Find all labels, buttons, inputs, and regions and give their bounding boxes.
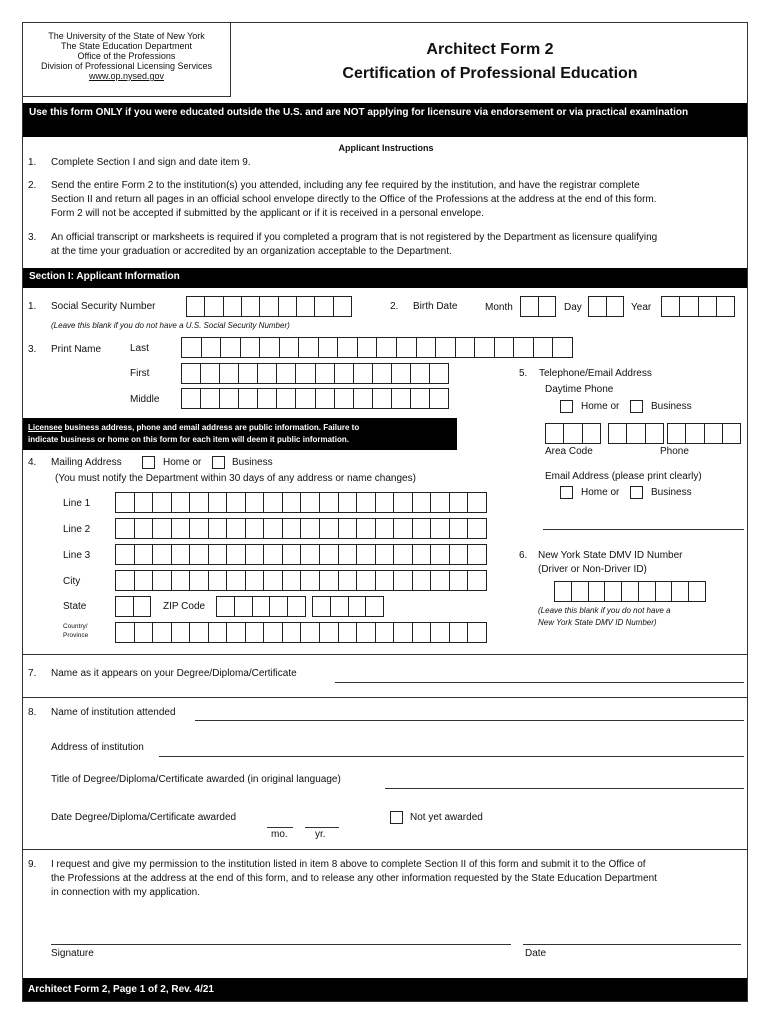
last-name-input[interactable] — [181, 337, 573, 358]
item-number: 7. — [28, 668, 37, 679]
area-code-label: Area Code — [545, 446, 593, 457]
date-label: Date — [525, 948, 547, 959]
mailing-business-label: Business — [232, 457, 273, 468]
eligibility-notice — [23, 103, 747, 137]
institution-address-input[interactable] — [159, 756, 744, 757]
phone-business-checkbox[interactable] — [630, 400, 643, 413]
degree-title-input[interactable] — [385, 788, 744, 789]
zip-plus-four-input[interactable] — [312, 596, 384, 617]
instruction-num: 3. — [28, 232, 37, 243]
country-province-input[interactable] — [115, 622, 487, 643]
divider — [23, 654, 747, 655]
instruction-text: at the time your graduation or accredited by an organization acceptable to the Department. — [51, 246, 452, 257]
middle-name-label: Middle — [130, 394, 160, 405]
degree-year-label: yr. — [315, 829, 326, 840]
address-line-2-input[interactable] — [115, 518, 487, 539]
section-1-heading — [23, 268, 747, 288]
item-number: 5. — [519, 368, 528, 379]
ssn-label: Social Security Number — [51, 301, 156, 312]
divider — [23, 697, 747, 698]
item-number: 1. — [28, 301, 37, 312]
birth-month-input[interactable] — [520, 296, 556, 317]
email-home-checkbox[interactable] — [560, 486, 573, 499]
phone-home-checkbox[interactable] — [560, 400, 573, 413]
dmv-label: New York State DMV ID Number — [538, 550, 683, 561]
degree-month-label: mo. — [271, 829, 288, 840]
not-yet-awarded-checkbox[interactable] — [390, 811, 403, 824]
area-code-input[interactable] — [545, 423, 601, 444]
print-name-label: Print Name — [51, 344, 102, 355]
instruction-text: An official transcript or marksheets is required if you completed a program that is not registered by the Department as licensure qualifying — [51, 232, 658, 243]
state-input[interactable] — [115, 596, 151, 617]
birth-day-input[interactable] — [588, 296, 624, 317]
country-label: Country/ — [63, 623, 88, 630]
institution-address-label: Address of institution — [51, 742, 144, 753]
agency-line: The State Education Department — [60, 41, 193, 51]
dmv-label: (Driver or Non-Driver ID) — [538, 564, 647, 575]
zip-code-label: ZIP Code — [163, 601, 206, 612]
degree-year-input[interactable] — [305, 827, 339, 828]
instruction-text: Send the entire Form 2 to the institution(s) you attended, including any fee required by the institution, and have the registrar complete — [51, 180, 640, 191]
email-business-checkbox[interactable] — [630, 486, 643, 499]
email-input[interactable] — [543, 529, 744, 530]
page-footer — [23, 978, 747, 1002]
ssn-input[interactable] — [186, 296, 352, 317]
first-name-input[interactable] — [181, 363, 449, 384]
not-yet-awarded-label: Not yet awarded — [410, 812, 483, 823]
agency-block — [23, 23, 231, 97]
degree-name-input[interactable] — [335, 682, 744, 683]
first-name-label: First — [130, 368, 150, 379]
birth-day-label: Day — [564, 302, 582, 313]
mailing-home-checkbox[interactable] — [142, 456, 155, 469]
institution-name-label: Name of institution attended — [51, 707, 176, 718]
agency-line: Office of the Professions — [77, 51, 176, 61]
section-1-heading-text: Section I: Applicant Information — [29, 271, 180, 282]
address-line-1-label: Line 1 — [63, 498, 91, 509]
middle-name-input[interactable] — [181, 388, 449, 409]
dmv-id-input[interactable] — [554, 581, 706, 602]
ssn-note: (Leave this blank if you do not have a U.S. Social Security Number) — [51, 321, 290, 330]
mailing-business-checkbox[interactable] — [212, 456, 225, 469]
phone-label: Phone — [660, 446, 689, 457]
mailing-home-label: Home or — [163, 457, 202, 468]
address-line-2-label: Line 2 — [63, 524, 91, 535]
instruction-text: Section II and return all pages in an official school envelope directly to the Office of the Professions at the address at the end of this form. — [51, 194, 657, 205]
instruction-text: Form 2 will not be accepted if submitted by the applicant or if it is received in a personal envelope. — [51, 208, 485, 219]
address-line-3-input[interactable] — [115, 544, 487, 565]
item-number: 6. — [519, 550, 528, 561]
permission-text: the Professions at the address at the end of this form, and to release any other information requested by the State Education Department — [51, 873, 657, 884]
telephone-email-label: Telephone/Email Address — [539, 368, 652, 379]
mailing-note: (You must notify the Department within 30 days of any address or name changes) — [55, 473, 416, 484]
agency-line: The University of the State of New York — [48, 31, 205, 41]
form-title: Architect Form 2 — [426, 41, 554, 58]
architect-form-2-page — [22, 22, 748, 1002]
city-label: City — [63, 576, 81, 587]
date-input[interactable] — [523, 944, 741, 945]
form-subtitle: Certification of Professional Education — [342, 65, 638, 82]
phone-line-input[interactable] — [667, 423, 741, 444]
item-number: 9. — [28, 859, 37, 870]
mailing-address-label: Mailing Address — [51, 457, 122, 468]
birth-month-label: Month — [485, 302, 513, 313]
agency-line: Division of Professional Licensing Services — [40, 61, 213, 71]
signature-label: Signature — [51, 948, 94, 959]
instruction-num: 2. — [28, 180, 37, 191]
permission-text: in connection with my application. — [51, 887, 200, 898]
licensee-word: Licensee — [28, 423, 63, 432]
email-business-label: Business — [651, 487, 692, 498]
instruction-num: 1. — [28, 157, 37, 168]
permission-text: I request and give my permission to the institution listed in item 8 above to complete Section II of this form and submit it to the Office of — [51, 859, 646, 870]
city-input[interactable] — [115, 570, 487, 591]
degree-month-input[interactable] — [267, 827, 293, 828]
instruction-text: Complete Section I and sign and date item 9. — [51, 157, 251, 168]
institution-name-input[interactable] — [195, 720, 744, 721]
public-notice-line-2: indicate business or home on this form for each item will deem it public information. — [28, 435, 349, 444]
instructions-heading: Applicant Instructions — [338, 143, 434, 153]
page-footer-text: Architect Form 2, Page 1 of 2, Rev. 4/21 — [28, 984, 214, 995]
dmv-note: New York State DMV ID Number) — [538, 618, 657, 627]
item-number: 4. — [28, 457, 37, 468]
birth-year-label: Year — [631, 302, 652, 313]
birth-year-input[interactable] — [661, 296, 735, 317]
eligibility-notice-text: Use this form ONLY if you were educated outside the U.S. and are NOT applying for licensure via endorsement or via practical examination — [29, 107, 689, 118]
dmv-note: (Leave this blank if you do not have a — [538, 606, 671, 615]
state-label: State — [63, 601, 87, 612]
phone-business-label: Business — [651, 401, 692, 412]
phone-prefix-input[interactable] — [608, 423, 664, 444]
daytime-phone-label: Daytime Phone — [545, 384, 614, 395]
birth-date-label: Birth Date — [413, 301, 458, 312]
website-link[interactable]: www.op.nysed.gov — [88, 71, 165, 81]
divider — [23, 849, 747, 850]
last-name-label: Last — [130, 343, 149, 354]
signature-input[interactable] — [51, 944, 511, 945]
zip-code-input[interactable] — [216, 596, 306, 617]
email-label: Email Address (please print clearly) — [545, 471, 702, 482]
public-notice-line-1: business address, phone and email address are public information. Failure to — [62, 423, 360, 432]
degree-title-label: Title of Degree/Diploma/Certificate awarded (in original language) — [51, 774, 341, 785]
country-label: Province — [63, 632, 89, 639]
phone-home-label: Home or — [581, 401, 620, 412]
degree-name-label: Name as it appears on your Degree/Diploma/Certificate — [51, 668, 297, 679]
address-line-1-input[interactable] — [115, 492, 487, 513]
email-home-label: Home or — [581, 487, 620, 498]
item-number: 8. — [28, 707, 37, 718]
public-info-notice — [23, 418, 457, 450]
item-number: 2. — [390, 301, 399, 312]
item-number: 3. — [28, 344, 37, 355]
address-line-3-label: Line 3 — [63, 550, 91, 561]
degree-date-label: Date Degree/Diploma/Certificate awarded — [51, 812, 237, 823]
